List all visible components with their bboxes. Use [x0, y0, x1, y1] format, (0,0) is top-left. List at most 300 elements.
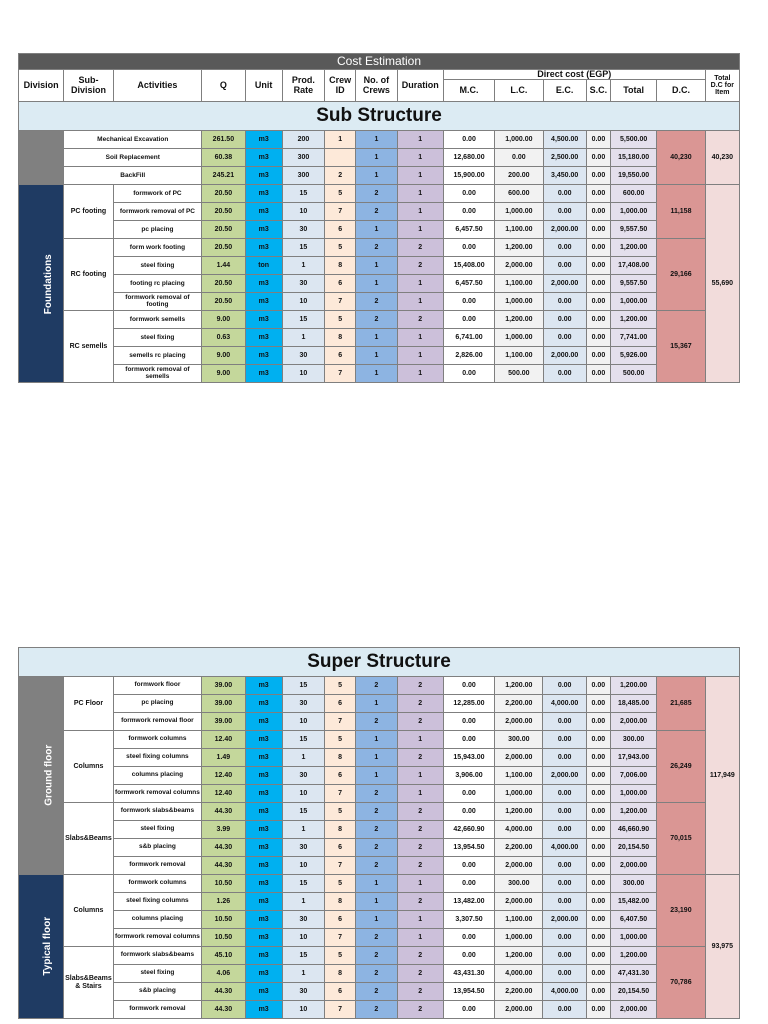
- cell-act: formwork removal of footing: [113, 293, 202, 311]
- division-cell: [19, 185, 64, 383]
- table-row: [19, 911, 740, 929]
- cell-tot: 1,200.00: [610, 803, 656, 821]
- cell-crew: 7: [325, 857, 356, 875]
- cell-crew: 5: [325, 677, 356, 695]
- cell-sc: 0.00: [586, 347, 610, 365]
- cell-unit: m3: [245, 695, 282, 713]
- cell-ec: 4,000.00: [543, 839, 586, 857]
- cell-ec: 0.00: [543, 749, 586, 767]
- header-no-crews-text: No. of Crews: [362, 75, 390, 95]
- cell-crew: 7: [325, 365, 356, 383]
- cell-unit: m3: [245, 311, 282, 329]
- cell-ec: 0.00: [543, 875, 586, 893]
- table-row: [19, 947, 740, 965]
- cell-mc: 0.00: [443, 947, 494, 965]
- cell-tot: 1,000.00: [610, 785, 656, 803]
- subdivision-cell: Columns: [64, 731, 113, 803]
- cell-rate: 1: [282, 821, 324, 839]
- cell-rate: 10: [282, 857, 324, 875]
- cell-dur: 1: [397, 911, 443, 929]
- cell-tot: 1,200.00: [610, 677, 656, 695]
- cell-mc: 0.00: [443, 293, 494, 311]
- header-prod-rate-text: Prod. Rate: [291, 75, 315, 95]
- cell-tot: 1,200.00: [610, 239, 656, 257]
- header-total: Total: [610, 80, 656, 102]
- cell-act: BackFill: [64, 167, 202, 185]
- cell-ec: 0.00: [543, 203, 586, 221]
- cell-crew: 6: [325, 347, 356, 365]
- cell-dur: 2: [397, 803, 443, 821]
- header-no-crews: [356, 70, 397, 102]
- cell-sc: 0.00: [586, 131, 610, 149]
- cell-tot: 17,408.00: [610, 257, 656, 275]
- cell-rate: 15: [282, 239, 324, 257]
- section-heading-sub-structure: Sub Structure: [19, 102, 740, 131]
- cell-dur: 1: [397, 131, 443, 149]
- cell-lc: 2,000.00: [495, 857, 543, 875]
- table-row: [19, 221, 740, 239]
- cell-lc: 1,100.00: [495, 275, 543, 293]
- cell-crew: 5: [325, 947, 356, 965]
- cell-lc: 0.00: [495, 149, 543, 167]
- division-label: Typical floor: [42, 917, 54, 976]
- cell-q: 12.40: [202, 731, 245, 749]
- cell-tot: 5,500.00: [610, 131, 656, 149]
- cell-nc: 1: [356, 875, 397, 893]
- dc-cell: 11,158: [657, 185, 705, 239]
- cell-crew: 6: [325, 221, 356, 239]
- cell-q: 10.50: [202, 911, 245, 929]
- cell-crew: 7: [325, 929, 356, 947]
- cell-rate: 10: [282, 929, 324, 947]
- cell-q: 4.06: [202, 965, 245, 983]
- cell-unit: m3: [245, 749, 282, 767]
- cell-unit: m3: [245, 965, 282, 983]
- cell-act: formwork removal columns: [113, 929, 202, 947]
- cell-rate: 10: [282, 203, 324, 221]
- cell-act: semells rc placing: [113, 347, 202, 365]
- cell-lc: 2,200.00: [495, 839, 543, 857]
- cell-sc: 0.00: [586, 221, 610, 239]
- cell-rate: 1: [282, 257, 324, 275]
- cell-nc: 1: [356, 329, 397, 347]
- cell-crew: 6: [325, 767, 356, 785]
- cell-mc: 0.00: [443, 203, 494, 221]
- cell-act: formwork columns: [113, 731, 202, 749]
- cell-mc: 0.00: [443, 929, 494, 947]
- cell-crew: 7: [325, 203, 356, 221]
- cell-crew: 7: [325, 713, 356, 731]
- cell-act: steel fixing columns: [113, 893, 202, 911]
- cell-rate: 10: [282, 713, 324, 731]
- division-label: Ground floor: [43, 744, 55, 807]
- cell-lc: 1,000.00: [495, 929, 543, 947]
- cell-tot: 2,000.00: [610, 1001, 656, 1019]
- cell-lc: 2,200.00: [495, 983, 543, 1001]
- cell-unit: m3: [245, 839, 282, 857]
- cell-dur: 2: [397, 749, 443, 767]
- cell-rate: 15: [282, 185, 324, 203]
- cell-crew: 8: [325, 893, 356, 911]
- table-row: [19, 731, 740, 749]
- cell-rate: 30: [282, 983, 324, 1001]
- cell-ec: 0.00: [543, 803, 586, 821]
- cell-mc: 0.00: [443, 677, 494, 695]
- cell-mc: 0.00: [443, 1001, 494, 1019]
- cell-nc: 1: [356, 221, 397, 239]
- table-row: [19, 893, 740, 911]
- cell-crew: 6: [325, 839, 356, 857]
- sheet-title: Cost Estimation: [19, 54, 740, 70]
- cell-tot: 20,154.50: [610, 839, 656, 857]
- cell-lc: 300.00: [495, 875, 543, 893]
- cell-nc: 1: [356, 131, 397, 149]
- table-row: [19, 1001, 740, 1019]
- cell-rate: 15: [282, 947, 324, 965]
- cell-dur: 1: [397, 329, 443, 347]
- cell-rate: 15: [282, 311, 324, 329]
- cell-dur: 2: [397, 257, 443, 275]
- cell-ec: 0.00: [543, 965, 586, 983]
- cell-ec: 0.00: [543, 731, 586, 749]
- cell-q: 60.38: [202, 149, 245, 167]
- cell-q: 39.00: [202, 677, 245, 695]
- cell-crew: 8: [325, 821, 356, 839]
- cell-nc: 2: [356, 311, 397, 329]
- cell-lc: 200.00: [495, 167, 543, 185]
- cell-lc: 600.00: [495, 185, 543, 203]
- cell-nc: 2: [356, 857, 397, 875]
- cell-dur: 2: [397, 983, 443, 1001]
- cell-unit: m3: [245, 131, 282, 149]
- cell-dur: 1: [397, 293, 443, 311]
- cell-nc: 1: [356, 893, 397, 911]
- cell-tot: 1,200.00: [610, 311, 656, 329]
- cell-unit: m3: [245, 1001, 282, 1019]
- cell-sc: 0.00: [586, 965, 610, 983]
- cell-rate: 1: [282, 749, 324, 767]
- cell-sc: 0.00: [586, 947, 610, 965]
- table-row: [19, 695, 740, 713]
- cell-rate: 10: [282, 293, 324, 311]
- cell-dur: 2: [397, 965, 443, 983]
- cell-mc: 13,954.50: [443, 839, 494, 857]
- cell-act: form work footing: [113, 239, 202, 257]
- cell-crew: 6: [325, 275, 356, 293]
- table-row: [19, 767, 740, 785]
- header-prod-rate: [282, 70, 324, 102]
- cell-ec: 2,500.00: [543, 149, 586, 167]
- table-row: [19, 347, 740, 365]
- cell-q: 20.50: [202, 239, 245, 257]
- cell-sc: 0.00: [586, 803, 610, 821]
- cell-tot: 300.00: [610, 875, 656, 893]
- cell-nc: 2: [356, 239, 397, 257]
- cell-q: 9.00: [202, 347, 245, 365]
- cell-ec: 0.00: [543, 365, 586, 383]
- cell-mc: 0.00: [443, 311, 494, 329]
- cell-unit: ton: [245, 257, 282, 275]
- cell-act: formwork removal columns: [113, 785, 202, 803]
- cell-rate: 30: [282, 911, 324, 929]
- cell-tot: 1,000.00: [610, 929, 656, 947]
- cell-sc: 0.00: [586, 185, 610, 203]
- cell-crew: 5: [325, 185, 356, 203]
- cell-mc: 0.00: [443, 239, 494, 257]
- cell-q: 20.50: [202, 203, 245, 221]
- cell-mc: 6,457.50: [443, 275, 494, 293]
- cell-crew: 5: [325, 239, 356, 257]
- table-row: [19, 275, 740, 293]
- cell-lc: 1,000.00: [495, 293, 543, 311]
- cell-rate: 30: [282, 695, 324, 713]
- cell-mc: 2,826.00: [443, 347, 494, 365]
- cell-act: formwork columns: [113, 875, 202, 893]
- cell-ec: 4,000.00: [543, 983, 586, 1001]
- header-crew-id: [325, 70, 356, 102]
- cell-unit: m3: [245, 713, 282, 731]
- cell-lc: 500.00: [495, 365, 543, 383]
- cell-mc: 3,906.00: [443, 767, 494, 785]
- cell-tot: 18,485.00: [610, 695, 656, 713]
- cell-unit: m3: [245, 803, 282, 821]
- cell-nc: 1: [356, 911, 397, 929]
- cell-lc: 1,100.00: [495, 911, 543, 929]
- cell-mc: 15,408.00: [443, 257, 494, 275]
- cell-sc: 0.00: [586, 749, 610, 767]
- cell-act: formwork slabs&beams: [113, 947, 202, 965]
- cell-act: s&b placing: [113, 983, 202, 1001]
- cell-dur: 1: [397, 365, 443, 383]
- cell-q: 44.30: [202, 857, 245, 875]
- cell-nc: 1: [356, 365, 397, 383]
- cell-unit: m3: [245, 329, 282, 347]
- cell-tot: 15,482.00: [610, 893, 656, 911]
- table-row: [19, 311, 740, 329]
- table-row: [19, 983, 740, 1001]
- table-row: [19, 803, 740, 821]
- cell-dur: 2: [397, 1001, 443, 1019]
- dc-cell: 70,786: [657, 947, 705, 1019]
- cell-mc: 6,741.00: [443, 329, 494, 347]
- cell-unit: m3: [245, 149, 282, 167]
- cell-rate: 30: [282, 221, 324, 239]
- cell-sc: 0.00: [586, 365, 610, 383]
- cell-q: 44.30: [202, 803, 245, 821]
- header-crew-id-text: Crew ID: [329, 75, 352, 95]
- dc-cell: 23,190: [657, 875, 705, 947]
- cell-sc: 0.00: [586, 983, 610, 1001]
- table-row: [19, 131, 740, 149]
- cell-q: 1.44: [202, 257, 245, 275]
- division-cell: [19, 131, 64, 185]
- cell-ec: 0.00: [543, 185, 586, 203]
- cell-ec: 2,000.00: [543, 911, 586, 929]
- total-dc-cell: 93,975: [705, 875, 739, 1019]
- total-dc-cell: 55,690: [705, 185, 739, 383]
- cell-act: columns placing: [113, 911, 202, 929]
- cell-sc: 0.00: [586, 293, 610, 311]
- subdivision-cell: Columns: [64, 875, 113, 947]
- table-row: [19, 785, 740, 803]
- table-row: [19, 839, 740, 857]
- cell-dur: 1: [397, 347, 443, 365]
- cell-ec: 0.00: [543, 929, 586, 947]
- cell-lc: 1,000.00: [495, 329, 543, 347]
- cell-lc: 2,000.00: [495, 713, 543, 731]
- cell-nc: 1: [356, 749, 397, 767]
- cell-act: Soil Replacement: [64, 149, 202, 167]
- cell-rate: 10: [282, 1001, 324, 1019]
- cell-lc: 2,200.00: [495, 695, 543, 713]
- cell-act: formwork removal: [113, 1001, 202, 1019]
- cell-sc: 0.00: [586, 875, 610, 893]
- cell-q: 10.50: [202, 875, 245, 893]
- cell-rate: 30: [282, 839, 324, 857]
- cell-rate: 200: [282, 131, 324, 149]
- cell-mc: 3,307.50: [443, 911, 494, 929]
- cell-tot: 2,000.00: [610, 713, 656, 731]
- cell-dur: 1: [397, 785, 443, 803]
- cell-sc: 0.00: [586, 911, 610, 929]
- header-duration: Duration: [397, 70, 443, 102]
- cell-ec: 0.00: [543, 893, 586, 911]
- cell-crew: [325, 149, 356, 167]
- cell-tot: 1,000.00: [610, 203, 656, 221]
- cell-nc: 2: [356, 203, 397, 221]
- cell-mc: 0.00: [443, 785, 494, 803]
- cell-dur: 1: [397, 767, 443, 785]
- cell-lc: 1,200.00: [495, 803, 543, 821]
- cell-act: formwork semells: [113, 311, 202, 329]
- cell-q: 9.00: [202, 311, 245, 329]
- cell-dur: 1: [397, 731, 443, 749]
- cell-sc: 0.00: [586, 695, 610, 713]
- cell-act: formwork slabs&beams: [113, 803, 202, 821]
- cell-rate: 15: [282, 875, 324, 893]
- cell-q: 12.40: [202, 785, 245, 803]
- cell-ec: 0.00: [543, 821, 586, 839]
- cell-sc: 0.00: [586, 767, 610, 785]
- cell-dur: 1: [397, 875, 443, 893]
- cell-dur: 2: [397, 947, 443, 965]
- cell-nc: 1: [356, 257, 397, 275]
- cell-unit: m3: [245, 731, 282, 749]
- cell-q: 10.50: [202, 929, 245, 947]
- cell-q: 20.50: [202, 293, 245, 311]
- cell-nc: 2: [356, 983, 397, 1001]
- cell-tot: 300.00: [610, 731, 656, 749]
- cell-ec: 2,000.00: [543, 275, 586, 293]
- header-q: Q: [202, 70, 245, 102]
- cell-lc: 1,000.00: [495, 203, 543, 221]
- cell-nc: 2: [356, 677, 397, 695]
- cell-unit: m3: [245, 167, 282, 185]
- cell-q: 20.50: [202, 221, 245, 239]
- cell-sc: 0.00: [586, 203, 610, 221]
- dc-cell: 26,249: [657, 731, 705, 803]
- cell-crew: 6: [325, 695, 356, 713]
- cell-dur: 2: [397, 893, 443, 911]
- header-subdivision: [64, 70, 113, 102]
- cell-sc: 0.00: [586, 857, 610, 875]
- cell-sc: 0.00: [586, 239, 610, 257]
- cell-unit: m3: [245, 911, 282, 929]
- cell-crew: 6: [325, 911, 356, 929]
- cell-sc: 0.00: [586, 275, 610, 293]
- cell-sc: 0.00: [586, 167, 610, 185]
- cell-rate: 30: [282, 767, 324, 785]
- cell-nc: 2: [356, 839, 397, 857]
- dc-cell: 21,685: [657, 677, 705, 731]
- table-row: [19, 749, 740, 767]
- table-row: [19, 329, 740, 347]
- subdivision-cell: RC footing: [64, 239, 113, 311]
- table-row: [19, 185, 740, 203]
- cell-ec: 4,500.00: [543, 131, 586, 149]
- cell-tot: 1,200.00: [610, 947, 656, 965]
- cell-act: steel fixing: [113, 329, 202, 347]
- cell-q: 39.00: [202, 713, 245, 731]
- cell-crew: 5: [325, 311, 356, 329]
- table-row: [19, 149, 740, 167]
- cell-mc: 0.00: [443, 131, 494, 149]
- cell-crew: 1: [325, 131, 356, 149]
- cell-crew: 8: [325, 329, 356, 347]
- cell-nc: 2: [356, 821, 397, 839]
- cell-nc: 1: [356, 347, 397, 365]
- cell-tot: 19,550.00: [610, 167, 656, 185]
- cell-lc: 4,000.00: [495, 821, 543, 839]
- cell-ec: 3,450.00: [543, 167, 586, 185]
- cell-lc: 1,100.00: [495, 347, 543, 365]
- cell-crew: 8: [325, 257, 356, 275]
- cell-dur: 1: [397, 185, 443, 203]
- dc-cell: 40,230: [657, 131, 705, 185]
- total-dc-cell: 117,949: [705, 677, 739, 875]
- cell-sc: 0.00: [586, 1001, 610, 1019]
- cell-tot: 6,407.50: [610, 911, 656, 929]
- cell-unit: m3: [245, 347, 282, 365]
- cell-nc: 2: [356, 293, 397, 311]
- cell-act: Mechanical Excavation: [64, 131, 202, 149]
- cell-mc: 0.00: [443, 713, 494, 731]
- cell-mc: 6,457.50: [443, 221, 494, 239]
- cell-ec: 0.00: [543, 947, 586, 965]
- subdivision-cell: PC Floor: [64, 677, 113, 731]
- cell-ec: 0.00: [543, 239, 586, 257]
- cell-unit: m3: [245, 893, 282, 911]
- cell-lc: 1,200.00: [495, 239, 543, 257]
- cell-mc: 0.00: [443, 875, 494, 893]
- cell-tot: 46,660.90: [610, 821, 656, 839]
- cell-q: 1.49: [202, 749, 245, 767]
- cell-ec: 4,000.00: [543, 695, 586, 713]
- cell-act: pc placing: [113, 695, 202, 713]
- cell-sc: 0.00: [586, 713, 610, 731]
- header-total-dc-text: Total D.C for Item: [710, 74, 734, 97]
- table-row: [19, 203, 740, 221]
- cell-rate: 30: [282, 275, 324, 293]
- table-row: [19, 365, 740, 383]
- cell-rate: 1: [282, 329, 324, 347]
- cell-tot: 1,000.00: [610, 293, 656, 311]
- cell-sc: 0.00: [586, 929, 610, 947]
- cell-act: formwork removal of semells: [113, 365, 202, 383]
- cell-nc: 1: [356, 767, 397, 785]
- cell-dur: 2: [397, 677, 443, 695]
- cell-sc: 0.00: [586, 311, 610, 329]
